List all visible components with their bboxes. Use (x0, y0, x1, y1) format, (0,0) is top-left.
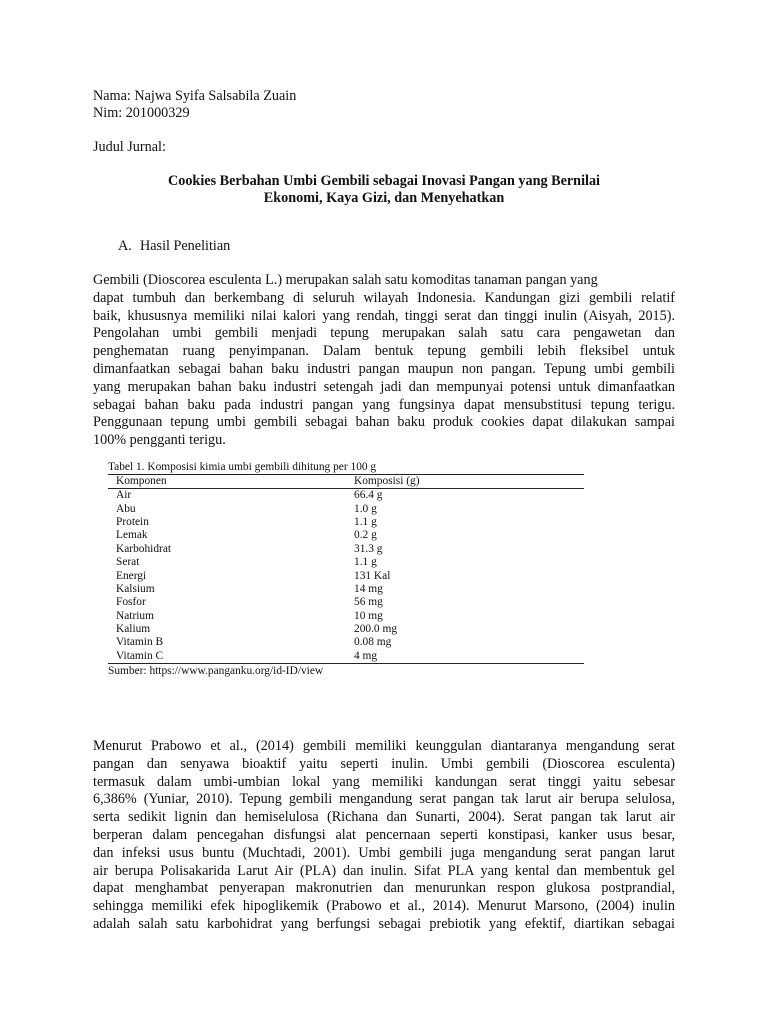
table-row (108, 596, 584, 609)
table-cell-component: Vitamin C (108, 650, 346, 664)
table-row (108, 489, 584, 503)
paragraph-intro (93, 272, 675, 450)
paragraph-line: sehingga memiliki efek hipoglikemik (Prabowo et al., 2014). Menurut Marsono, (2004) inulin (93, 898, 675, 915)
paragraph-line: adalah salah satu karbohidrat yang berfungsi sebagai prebiotik yang efektif, diartikan sebagai (93, 915, 675, 932)
table-cell-value: 66.4 g (354, 489, 383, 502)
journal-label: Judul Jurnal: (93, 139, 166, 155)
table-caption: Tabel 1. Komposisi kimia umbi gembili dihitung per 100 g (108, 461, 377, 473)
journal-title-line-1: Cookies Berbahan Umbi Gembili sebagai Inovasi Pangan yang Bernilai (168, 173, 600, 189)
paragraph-line: 6,386% (Yuniar, 2010). Tepung gembili mengandung serat pangan tak larut air berupa selulosa, (93, 791, 675, 808)
table-cell-value: 4 mg (346, 650, 584, 664)
table-cell-component: Kalium (116, 623, 151, 636)
table-cell-component: Energi (116, 569, 147, 582)
table-cell-value: 14 mg (354, 582, 383, 595)
table-cell-component: Fosfor (116, 596, 146, 609)
table-cell-component: Abu (116, 502, 136, 515)
table-cell-value: 0.2 g (354, 529, 377, 542)
composition-table (108, 474, 584, 664)
paragraph-line: pangan dan senyawa bioaktif yaitu seperti inulin. Umbi gembili (Dioscorea esculenta) (93, 755, 675, 772)
table-cell-value: 200.0 mg (354, 623, 398, 636)
table-cell-component: Protein (116, 515, 149, 528)
table-cell-value: 0.08 mg (354, 636, 392, 649)
paragraph-line: berperan dalam pencegahan disfungsi alat pencernaan seperti konstipasi, kanker usus besar, (93, 826, 675, 843)
section-heading (118, 238, 230, 255)
table-row (108, 583, 584, 596)
paragraph-line: Menurut Prabowo et al., (2014) gembili memiliki keunggulan diantaranya mengandung serat (93, 738, 675, 754)
paragraph-line: serta sedikit lignin dan hemiselulosa (Richana dan Sunarti, 2004). Serat pangan tak larut air (93, 809, 675, 826)
table-row (108, 556, 584, 569)
paragraph-line: termasuk dalam umbi-umbian lokal yang memiliki kandungan serat tinggi yaitu sebesar (93, 773, 675, 790)
composition-table-block (108, 461, 584, 678)
paragraph-line: dimanfaatkan sebagai bahan baku industri pangan maupun non pangan. Tepung umbi gembili (93, 360, 675, 377)
section-title: Hasil Penelitian (140, 238, 231, 254)
table-cell-value: 1.1 g (354, 515, 377, 528)
table-cell-value: 1.1 g (354, 556, 377, 569)
table-row (108, 610, 584, 623)
table-cell-component: Lemak (116, 529, 148, 542)
journal-title-line-2: Ekonomi, Kaya Gizi, dan Menyehatkan (263, 190, 505, 206)
paragraph-line: 100% pengganti terigu. (93, 432, 226, 449)
paragraph-line: dapat tumbuh dan berkembang di seluruh wilayah Indonesia. Kandungan gizi gembili relatif (93, 289, 675, 306)
table-cell-value: 56 mg (354, 596, 383, 609)
paragraph-line: air berupa Polisakarida Larut Air (PLA) dan inulin. Sifat PLA yang kental dan membentuk gel (93, 862, 675, 879)
table-row (108, 529, 584, 542)
paragraph-line: Penggunaan tepung umbi gembili sebagai bahan baku produk cookies dapat dilakukan sampai (93, 414, 675, 431)
table-cell-value: 31.3 g (354, 542, 383, 555)
table-row (108, 502, 584, 515)
table-header-component: Komponen (108, 475, 346, 489)
table-cell-component: Air (116, 489, 132, 502)
table-row (108, 569, 584, 582)
paragraph-line: baik, khususnya memiliki nilai kalori yang rendah, tinggi serat dan tinggi inulin (Aisyah, 2015). (93, 307, 675, 324)
paragraph-line: yang merupakan bahan baku industri setengah jadi dan mempunyai potensi untuk dimanfaatkan (93, 378, 675, 395)
paragraph-line: penghematan ruang penyimpanan. Dalam bentuk tepung gembili lebih fleksibel untuk (93, 343, 675, 360)
student-name: Nama: Najwa Syifa Salsabila Zuain (93, 88, 297, 104)
section-marker: A. (118, 238, 132, 254)
table-row (108, 636, 584, 649)
table-cell-value: 131 Kal (354, 569, 391, 582)
paragraph-fiber (93, 738, 675, 934)
table-cell-value: 1.0 g (354, 502, 377, 515)
table-source: Sumber: https://www.panganku.org/id-ID/view (108, 665, 324, 678)
paragraph-line: Gembili (Dioscorea esculenta L.) merupakan salah satu komoditas tanaman pangan yang (93, 272, 598, 288)
table-row (108, 516, 584, 529)
table-row (108, 543, 584, 556)
table-header-composition: Komposisi (g) (346, 475, 584, 489)
table-cell-component: Kalsium (116, 582, 155, 595)
student-nim: Nim: 201000329 (93, 105, 190, 121)
paragraph-line: dapat menghambat penyerapan makronutrien dan menurunkan respon glukosa postprandial, (93, 880, 675, 897)
table-cell-component: Vitamin B (116, 636, 164, 649)
table-cell-component: Karbohidrat (116, 542, 172, 555)
table-cell-component: Natrium (116, 609, 154, 622)
paragraph-line: sebagai bahan baku pada industri pangan yang fungsinya dapat mensubstitusi tepung terigu. (93, 396, 675, 413)
paragraph-line: Pengolahan umbi gembili menjadi tepung merupakan salah satu cara pengawetan dan (93, 325, 675, 342)
table-row (108, 650, 584, 664)
table-cell-value: 10 mg (354, 609, 383, 622)
table-row (108, 623, 584, 636)
table-cell-component: Serat (116, 556, 140, 569)
table-header-row (108, 475, 584, 489)
paragraph-line: dan infeksi usus buntu (Muchtadi, 2001). Umbi gembili juga mengandung serat pangan larut (93, 844, 675, 861)
